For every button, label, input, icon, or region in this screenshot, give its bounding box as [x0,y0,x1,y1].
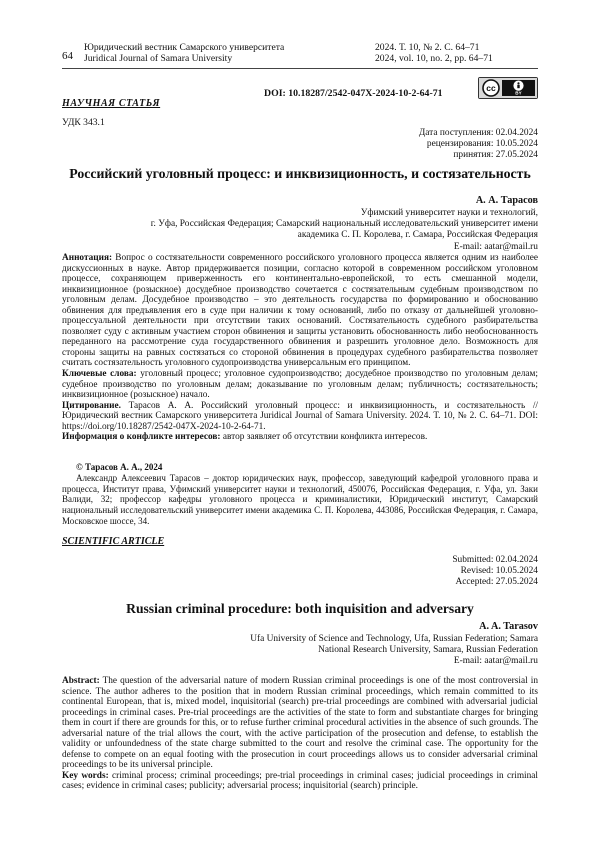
article-type-ru: НАУЧНАЯ СТАТЬЯ [62,98,161,109]
affiliation-line: академика С. П. Королева, г. Самара, Российская Федерация [297,230,538,241]
date-received: Дата поступления: 02.04.2024 [418,128,538,138]
author-ru: А. А. Тарасов [475,195,538,206]
header-rule [62,68,538,69]
affiliation-en [250,634,538,668]
conflict-text: автор заявляет об отсутствии конфликта интересов. [222,432,428,443]
abstract-en [62,676,538,771]
title-en: Russian criminal procedure: both inquisition and adversary [126,601,474,616]
svg-text:BY: BY [515,90,522,96]
author-en: A. A. Tarasov [479,621,538,632]
keywords-text: уголовный процесс; уголовное судопроизводство; досудебное производство по уголовным делам; судебное производство по уголовным делам; доказывание по уголовным делам; публичность; состязательность; инквизиционное (розыскное) начало. [62,369,538,401]
issue-info-en: 2024, vol. 10, no. 2, pp. 64–71 [375,53,493,64]
affiliation-line: National Research University, Samara, Russian Federation [318,645,538,656]
issue-info-ru: 2024. Т. 10, № 2. С. 64–71 [375,42,480,53]
affiliation-line: Уфимский университет науки и технологий, [360,208,538,218]
keywords-label: Ключевые слова: [62,369,137,380]
affiliation-line: г. Уфа, Российская Федерация; Самарский национальный исследовательский университет имени [150,219,538,230]
title-ru: Российский уголовный процесс: и инквизиционность, и состязательность [69,166,531,181]
conflict-ru [62,432,538,443]
article-type-en: SCIENTIFIC ARTICLE [62,536,165,547]
cc-by-license-icon[interactable] [478,77,538,99]
conflict-label: Информация о конфликте интересов: [62,432,221,443]
author-email-ru[interactable]: E-mail: aatar@mail.ru [453,241,538,252]
affiliation-line: Ufa University of Science and Technology, Ufa, Russian Federation; Samara [250,634,538,644]
doi-link[interactable]: DOI: 10.18287/2542-047X-2024-10-2-64-71 [264,88,443,99]
abstract-label: Аннотация: [62,253,113,263]
affiliation-ru [151,208,538,253]
keywords-ru [62,369,538,401]
udk-code: УДК 343.1 [62,117,105,128]
abstract-label: Abstract: [62,676,100,686]
date-revised: Revised: 10.05.2024 [460,566,538,577]
abstract-block-ru [62,253,538,443]
citation-text: Тарасов А. А. Российский уголовный процесс: и инквизиционность, и состязательность // Юридический вестник Самарского университета Juridical Journal of Samara University. 2024. Т. 10, № 2. С. 64–71. DOI: https://doi.org/10.18287/2542-047X-2024-10-2-64-71. [62,400,539,432]
abstract-text: The question of the adversarial nature of modern Russian criminal proceedings is one of the most controversial in science. The author adheres to the position that in modern Russian criminal proceedings, which remain committed to its continental European, that is, mixed model, inquisitorial (search) pre-trial proceedings are combined with adversarial judicial proceedings in criminal cases. Pre-trial proceedings are the activities of the state to form and substantiate charges for bringing them in court if there are grounds for this, or to refuse further criminal procedural activities in the absence of such grounds. The adversarial nature of the trial allows the court, with the active participation of the prosecution and defense, to establish the validity or unfoundedness of the state charge submitted to the court and resolve the criminal case. The opportunity for the defense to compete on an equal footing with the prosecution in court proceedings allows us to consider adversarial criminal proceedings to be its universal principle. [62,676,538,771]
issue-info [375,42,493,64]
citation-ru [62,401,538,433]
dates-ru [419,128,538,162]
date-accepted-en: Accepted: 27.05.2024 [455,577,538,588]
keywords-text: criminal process; criminal proceedings; pre-trial proceedings in criminal cases; judicial proceedings in criminal cases; evidence in criminal cases; publicity; adversarial process; inquisitorial (search) principle. [62,770,538,792]
date-reviewed: рецензирования: 10.05.2024 [426,139,538,150]
running-header [62,42,538,66]
author-bio: Александр Алексеевич Тарасов – доктор юридических наук, профессор, заведующий кафедрой уголовного права и процесса, Институт права, Уфимский университет науки и технологий, 450076, Российская Федерация, г. Уфа, ул. Заки Валиди, 32; профессор кафедры уголовного процесса и криминалистики, Юридический институт, Самарский национальный исследовательский университет имени академика С. П. Королева, 443086, Российская Федерация, г. Самара, Московское шоссе, 34. [62,472,538,526]
page-number: 64 [62,50,73,62]
journal-name-en: Juridical Journal of Samara University [84,53,233,64]
citation-label: Цитирование. [62,400,121,411]
abstract-text: Вопрос о состязательности современного российского уголовного процесса является одним из наиболее дискуссионных в науке. Автор придерживается позиции, согласно которой в современном российском уголовном процессе, сохраняющем приверженность его континентально-европейской, то есть смешанной модели, инквизиционное (розыскное) досудебное производство сочетается с состязательным судебным производством по уголовным делам. Досудебное производство – это деятельность государства по формированию и обоснованию обвинения для предъявления его в суде при наличии к тому оснований, либо по отказу от дальнейшей уголовно-процессуальной деятельности при отсутствии таких оснований. Состязательность судебного разбирательства позволяет суду с активным участием сторон обвинения и защиты установить обоснованность либо необоснованность переданного на рассмотрение суда государственного обвинения и разрешить уголовное дело. Возможность для стороны защиты на равных состязаться со стороной обвинения в процедурах судебного разбирательства позволяет считать состязательность уголовного судопроизводства универсальным его принципом. [62,253,538,369]
copyright-block [62,462,538,527]
abstract-ru [62,253,538,369]
author-email-en[interactable]: E-mail: aatar@mail.ru [453,656,538,667]
dates-en [452,555,538,589]
date-accepted: принятия: 27.05.2024 [453,150,538,161]
journal-name-ru: Юридический вестник Самарского университета [84,42,285,53]
date-submitted: Submitted: 02.04.2024 [452,555,538,565]
copyright-line: © Тарасов А. А., 2024 [76,462,163,472]
keywords-label: Key words: [62,770,109,781]
abstract-block-en [62,676,538,792]
keywords-en [62,771,538,792]
journal-name [84,42,284,64]
svg-text:cc: cc [486,83,496,94]
